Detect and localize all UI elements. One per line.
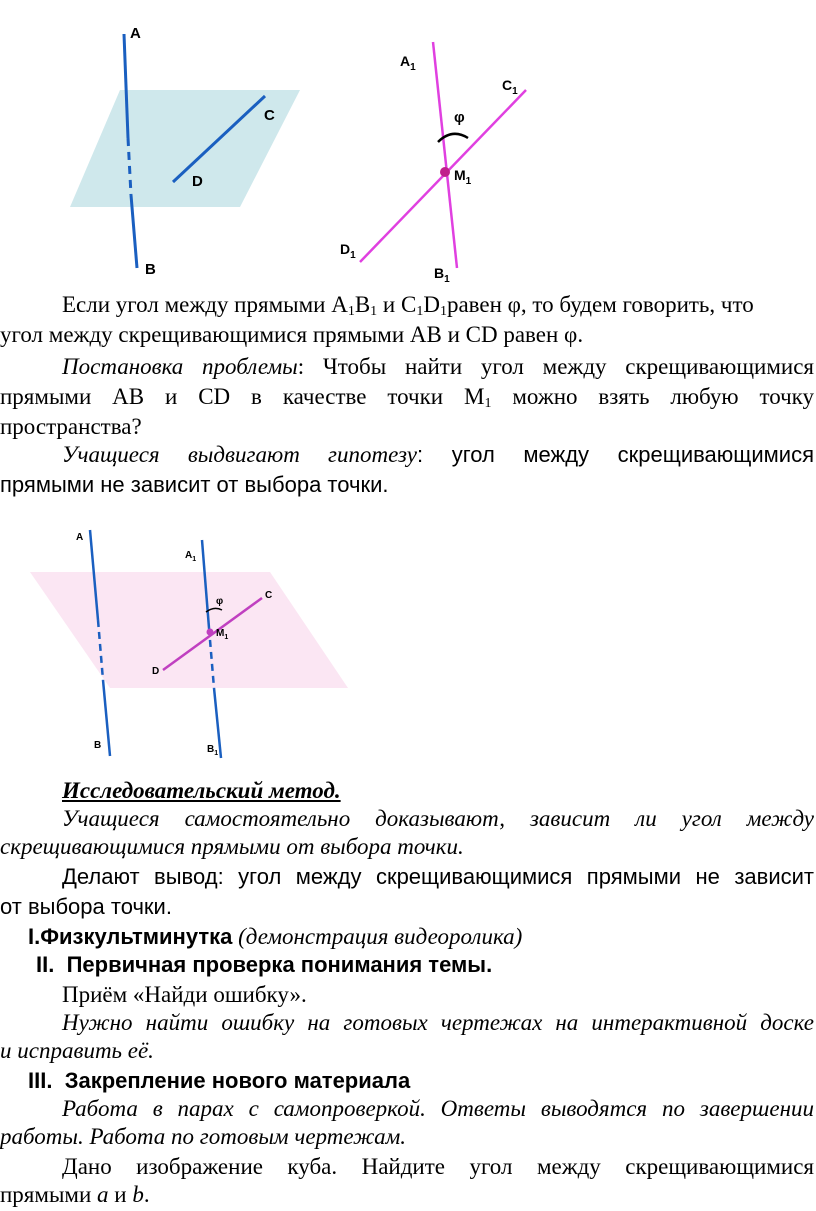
- point-m1: [440, 167, 450, 177]
- line-a1b1: [433, 42, 457, 268]
- problem-statement-line1: Постановка проблемы: Чтобы найти угол между скрещивающимися: [62, 354, 814, 379]
- problem-statement-line3: пространства?: [0, 414, 142, 439]
- plane: [30, 572, 348, 688]
- paragraph-angle-def-line2: угол между скрещивающимися прямыми АВ и СD равен φ.: [0, 322, 584, 347]
- label-a1: $A_1$: [185, 550, 197, 563]
- label-phi: φ: [454, 109, 465, 126]
- label-a: A: [130, 25, 141, 42]
- label-c1: $C_1$: [502, 77, 518, 97]
- method-title: Исследовательский метод.: [62, 778, 341, 803]
- paragraph-angle-def-line1: Если угол между прямыми $А_1В_1$ и $С_1D_1равен$ φ, то будем говорить, что: [62, 292, 754, 319]
- cube-task-line1: Дано изображение куба. Найдите угол между скрещивающимися: [62, 1154, 814, 1179]
- label-b: B: [145, 261, 156, 278]
- label-a: A: [76, 532, 84, 543]
- label-b1: $B_1$: [207, 744, 219, 757]
- section-2-heading: II. Первичная проверка понимания темы.: [36, 952, 493, 977]
- task-find-error-line1: Нужно найти ошибку на готовых чертежах на интерактивной доске: [62, 1010, 814, 1035]
- label-b1: $B_1$: [434, 265, 450, 285]
- label-phi: φ: [216, 596, 224, 607]
- label-a1: $A_1$: [400, 53, 416, 73]
- label-c: C: [265, 590, 273, 601]
- task-find-error-line2: и исправить её.: [0, 1038, 154, 1063]
- section-3-heading: III. Закрепление нового материала: [28, 1068, 411, 1093]
- label-m1: $M_1$: [216, 628, 229, 641]
- cube-task-line2: прямыми a и b.: [0, 1182, 150, 1207]
- figure-angle-phi: [330, 30, 560, 290]
- method-line1: Учащиеся самостоятельно доказывают, зависит ли угол между: [62, 806, 814, 831]
- label-c: C: [264, 107, 275, 124]
- line-a1b1-lower: [214, 688, 221, 758]
- conclusion-line2: от выбора точки.: [0, 894, 172, 919]
- label-d: D: [192, 173, 203, 190]
- section-1-heading: I.Физкультминутка (демонстрация видеоролика): [28, 924, 523, 949]
- conclusion-line1: Делают вывод: угол между скрещивающимися прямыми не зависит: [62, 864, 814, 889]
- figure-skew-lines-with-point: [30, 528, 360, 768]
- point-m1: [207, 629, 214, 636]
- pairs-work-line2: работы. Работа по готовым чертежам.: [0, 1124, 406, 1149]
- label-b: B: [94, 740, 102, 751]
- problem-statement-line2: прямыми АВ и CD в качестве точки $М_1$ можно взять любую точку: [0, 384, 815, 411]
- label-d1: $D_1$: [340, 241, 356, 261]
- label-d: D: [152, 666, 160, 677]
- line-ab-lower: [103, 680, 110, 756]
- method-line2: скрещивающимися прямыми от выбора точки.: [0, 834, 464, 859]
- figure-skew-lines-plane: [60, 20, 320, 280]
- pairs-work-line1: Работа в парах с самопроверкой. Ответы выводятся по завершении: [62, 1096, 814, 1121]
- hypothesis-line1: Учащиеся выдвигают гипотезу: угол между скрещивающимися: [62, 442, 814, 467]
- hypothesis-line2: прямыми не зависит от выбора точки.: [0, 472, 389, 497]
- label-m1: $M_1$: [454, 167, 472, 187]
- technique-find-error: Приём «Найди ошибку».: [62, 982, 307, 1007]
